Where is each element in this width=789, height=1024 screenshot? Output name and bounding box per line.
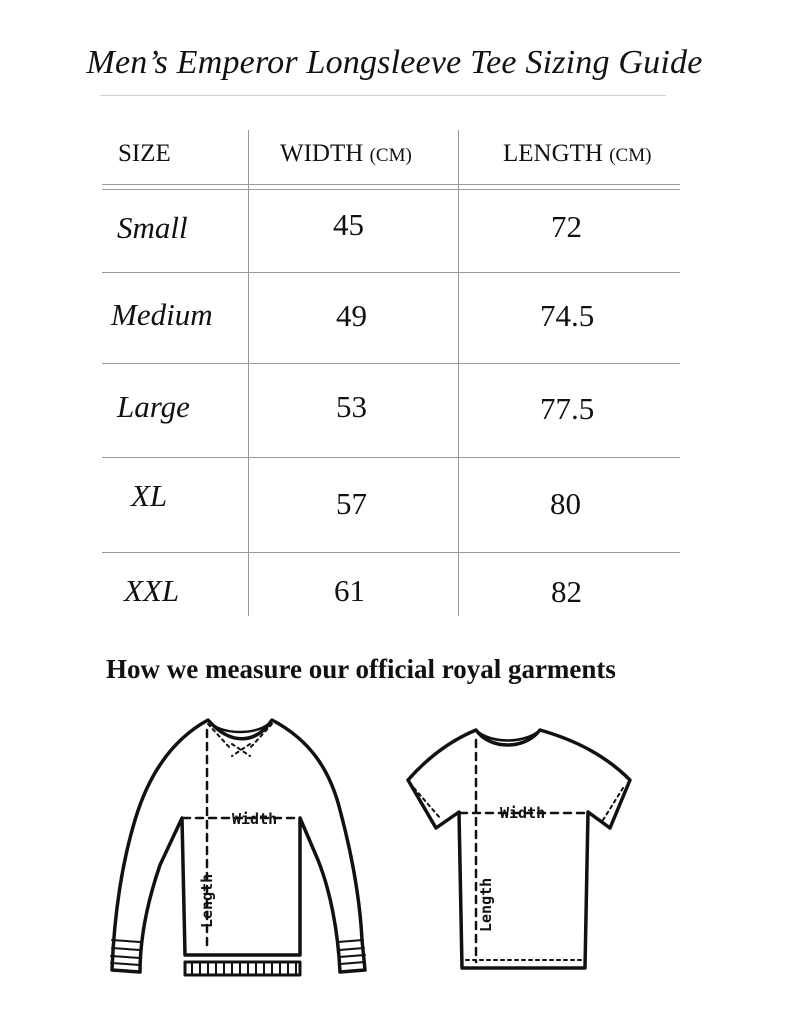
title-divider [100,95,666,96]
width-value: 49 [336,298,367,333]
width-value: 53 [336,389,367,424]
page-title: Men’s Emperor Longsleeve Tee Sizing Guide [86,44,703,81]
measure-heading: How we measure our official royal garments [106,654,616,684]
length-value: 72 [551,209,582,244]
length-value: 74.5 [540,298,595,333]
length-value: 80 [550,486,581,521]
row-divider [102,457,680,458]
row-divider [102,363,680,364]
length-value: 77.5 [540,391,595,426]
tshirt-width-label: Width [500,804,546,822]
column-divider [458,130,459,616]
longsleeve-length-label: Length [198,873,216,928]
size-label: XL [131,478,168,513]
size-label: XXL [124,573,180,608]
tshirt-drawing [408,730,630,968]
column-divider [248,130,249,616]
size-label: Small [117,210,188,245]
longsleeve-width-label: Width [232,810,278,828]
tshirt-length-label: Length [477,877,495,932]
length-value: 82 [551,574,582,609]
measurement-illustration [0,700,789,1020]
size-label: Large [117,389,190,424]
size-label: Medium [111,297,213,332]
width-value: 57 [336,486,367,521]
header-length: LENGTH (CM) [503,140,652,167]
header-divider-top [102,184,680,185]
header-width: WIDTH (CM) [280,140,412,167]
longsleeve-tee-drawing [111,720,365,975]
header-divider-bottom [102,189,680,190]
row-divider [102,272,680,273]
header-size: SIZE [118,140,171,167]
width-value: 61 [334,573,365,608]
width-value: 45 [333,207,364,242]
row-divider [102,552,680,553]
